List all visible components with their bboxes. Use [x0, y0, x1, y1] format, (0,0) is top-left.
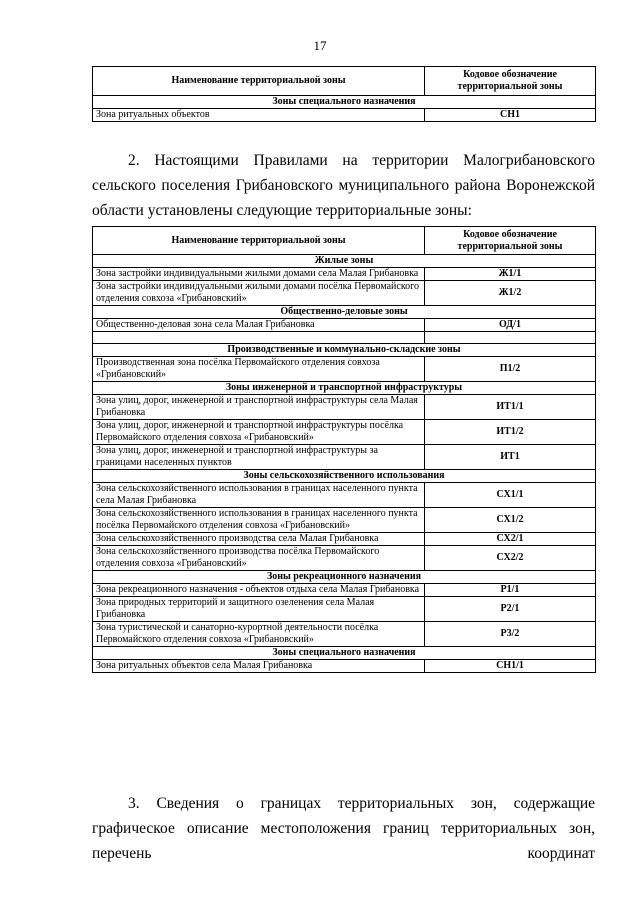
header-zone-code: Кодовое обозначение территориальной зоны	[425, 67, 596, 96]
zone-code: СХ2/2	[425, 546, 596, 571]
table-header-row	[93, 227, 596, 255]
zone-row	[93, 395, 596, 420]
paragraph-boundaries	[92, 791, 595, 866]
section-title: Зоны специального назначения	[93, 96, 596, 109]
section-title: Зоны сельскохозяйственного использования	[93, 470, 596, 483]
section-row	[93, 96, 596, 109]
zone-code: ИТ1/1	[425, 395, 596, 420]
zone-code: СХ2/1	[425, 533, 596, 546]
zone-row	[93, 508, 596, 533]
zone-name: Производственная зона посёлка Первомайского отделения совхоза «Грибановский»	[93, 357, 425, 382]
paragraph-zones-established	[92, 148, 595, 223]
section-title: Общественно-деловые зоны	[93, 306, 596, 319]
header-zone-name: Наименование территориальной зоны	[93, 67, 425, 96]
header-zone-name: Наименование территориальной зоны	[93, 227, 425, 255]
header-zone-code: Кодовое обозначение территориальной зоны	[425, 227, 596, 255]
zones-table-special	[92, 66, 596, 122]
zone-code: СХ1/2	[425, 508, 596, 533]
zone-name: Зона застройки индивидуальными жилыми домами посёлка Первомайского отделения совхоза «Грибановский»	[93, 281, 425, 306]
zone-code: СН1/1	[425, 660, 596, 673]
zone-code: ИТ1	[425, 445, 596, 470]
page-number: 17	[313, 38, 327, 53]
section-title: Зоны специального назначения	[93, 647, 596, 660]
section-row	[93, 255, 596, 268]
section-row	[93, 647, 596, 660]
zone-code: СН1	[425, 109, 596, 122]
zone-name	[93, 332, 425, 344]
zone-name: Общественно-деловая зона села Малая Грибановка	[93, 319, 425, 332]
zone-name: Зона улиц, дорог, инженерной и транспортной инфраструктуры посёлка Первомайского отделения совхоза «Грибановский»	[93, 420, 425, 445]
zones-table-full	[92, 226, 596, 673]
table-body	[93, 67, 596, 122]
zone-code: ОД/1	[425, 319, 596, 332]
zone-row	[93, 584, 596, 597]
zone-name: Зона сельскохозяйственного использования в границах населенного пункта села Малая Грибановка	[93, 483, 425, 508]
zone-row	[93, 546, 596, 571]
zone-code: Р1/1	[425, 584, 596, 597]
zone-row	[93, 445, 596, 470]
zone-code: ИТ1/2	[425, 420, 596, 445]
zone-name: Зона застройки индивидуальными жилыми домами села Малая Грибановка	[93, 268, 425, 281]
zone-name: Зона туристической и санаторно-курортной деятельности посёлка Первомайского отделения совхоза «Грибановский»	[93, 622, 425, 647]
zone-name: Зона сельскохозяйственного производства села Малая Грибановка	[93, 533, 425, 546]
zone-row	[93, 597, 596, 622]
table-body	[93, 227, 596, 673]
zone-name: Зона рекреационного назначения - объектов отдыха села Малая Грибановка	[93, 584, 425, 597]
zone-code: Ж1/2	[425, 281, 596, 306]
paragraph-text: 3. Сведения о границах территориальных зон, содержащие графическое описание местоположения границ территориальных зон, перечень координат	[92, 795, 595, 862]
zone-row	[93, 268, 596, 281]
section-row	[93, 470, 596, 483]
zone-code: Ж1/1	[425, 268, 596, 281]
zone-name: Зона ритуальных объектов	[93, 109, 425, 122]
zone-code: Р3/2	[425, 622, 596, 647]
empty-row	[93, 332, 596, 344]
zone-code: Р2/1	[425, 597, 596, 622]
zone-name: Зона ритуальных объектов села Малая Грибановка	[93, 660, 425, 673]
zone-row	[93, 319, 596, 332]
section-row	[93, 344, 596, 357]
zone-name: Зона улиц, дорог, инженерной и транспортной инфраструктуры села Малая Грибановка	[93, 395, 425, 420]
table-header-row	[93, 67, 596, 96]
zone-name: Зона природных территорий и защитного озеленения села Малая Грибановка	[93, 597, 425, 622]
zone-row	[93, 109, 596, 122]
section-row	[93, 306, 596, 319]
zone-row	[93, 533, 596, 546]
zone-name: Зона сельскохозяйственного производства посёлка Первомайского отделения совхоза «Грибановский»	[93, 546, 425, 571]
zone-name: Зона сельскохозяйственного использования в границах населенного пункта посёлка Первомайского отделения совхоза «Грибановский»	[93, 508, 425, 533]
section-title: Жилые зоны	[93, 255, 596, 268]
zone-code	[425, 332, 596, 344]
zone-row	[93, 281, 596, 306]
zone-name: Зона улиц, дорог, инженерной и транспортной инфраструктуры за границами населенных пунктов	[93, 445, 425, 470]
zone-row	[93, 483, 596, 508]
zone-row	[93, 660, 596, 673]
zone-row	[93, 420, 596, 445]
paragraph-text: 2. Настоящими Правилами на территории Малогрибановского сельского поселения Грибановского муниципального района Воронежской области установлены следующие территориальные зоны:	[92, 152, 595, 219]
section-row	[93, 382, 596, 395]
zone-row	[93, 622, 596, 647]
zone-code: П1/2	[425, 357, 596, 382]
zone-code: СХ1/1	[425, 483, 596, 508]
section-title: Зоны инженерной и транспортной инфраструктуры	[93, 382, 596, 395]
section-row	[93, 571, 596, 584]
section-title: Производственные и коммунально-складские зоны	[93, 344, 596, 357]
section-title: Зоны рекреационного назначения	[93, 571, 596, 584]
zone-row	[93, 357, 596, 382]
